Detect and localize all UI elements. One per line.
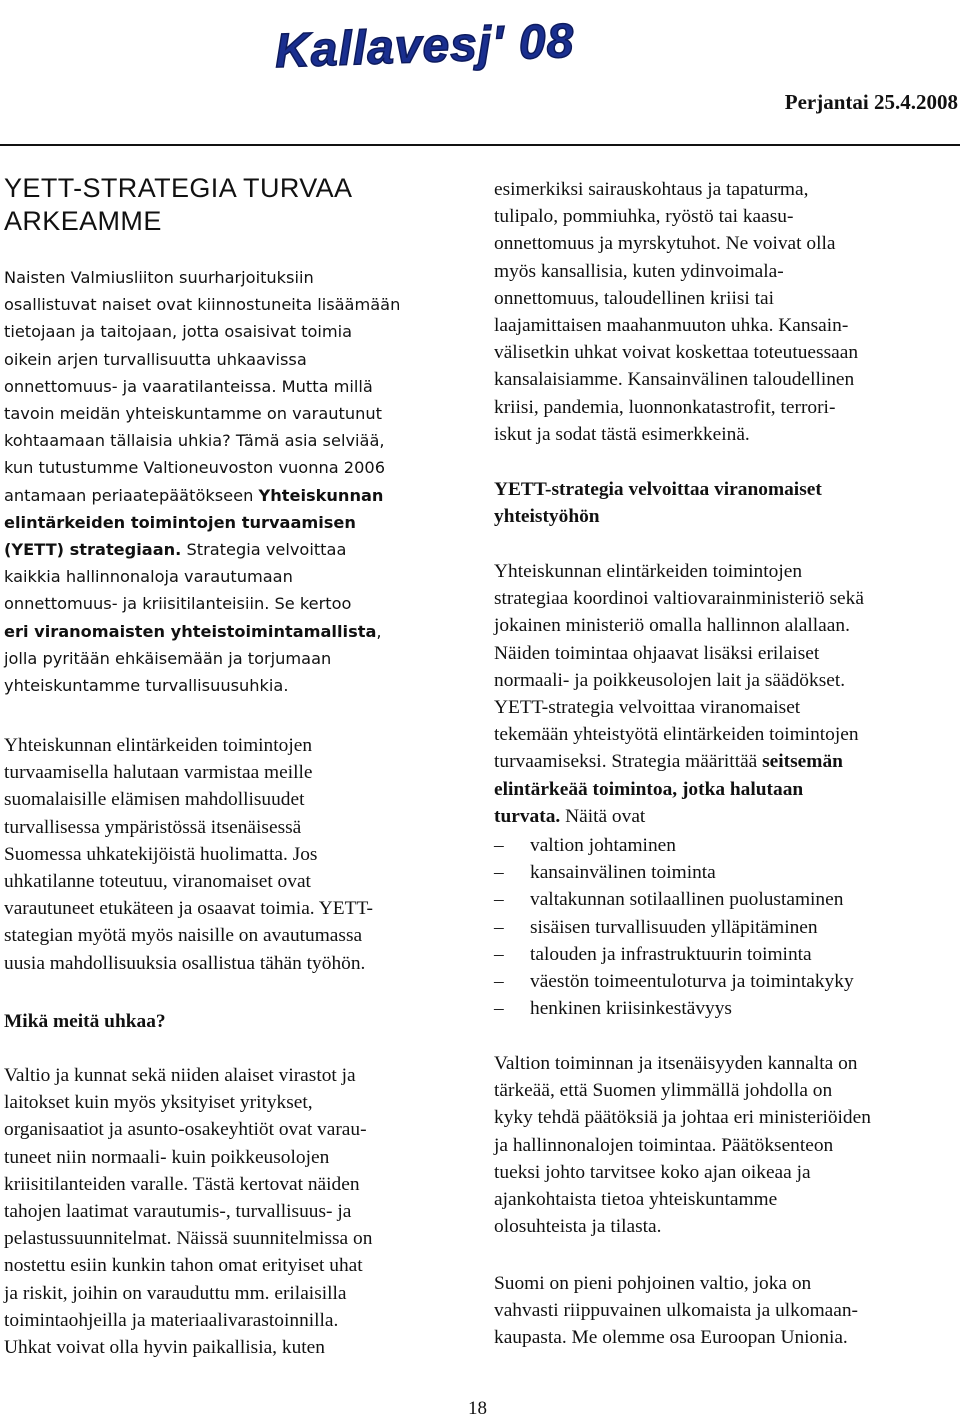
text-line: onnettomuus, taloudellinen kriisi tai (494, 287, 775, 309)
left-subheading: Mikä meitä uhkaa? (4, 1011, 166, 1032)
text-line: jolla pyritään ehkäisemään ja torjumaan (4, 648, 332, 668)
dash-bullet: – (494, 971, 504, 993)
list-item-text: talouden ja infrastruktuurin toiminta (530, 943, 812, 965)
left-paragraph-3 (4, 1062, 474, 1361)
text-line: ja riskit, joihin on varauduttu mm. erilaisilla (4, 1282, 347, 1304)
text-line: uusia mahdollisuuksia osallistua tähän työhön. (4, 952, 366, 974)
list-item (494, 941, 854, 968)
list-item (494, 968, 854, 995)
text-fragment: turvaamiseksi. Strategia määrittää (494, 751, 763, 773)
text-line: jokainen ministeriö omalla hallinnon alallaan. (494, 615, 850, 637)
title-line: ARKEAMME (4, 206, 162, 236)
text-line: tärkeää, että Suomen ylimmällä johdolla on (494, 1080, 833, 1102)
right-paragraph-1 (494, 176, 960, 448)
text-line: laajamittaisen maahanmuuton uhka. Kansain- (494, 315, 849, 337)
text-line: turvaamisella halutaan varmistaa meille (4, 762, 313, 784)
text-line (494, 803, 960, 830)
text-line: laitokset kuin myös yksityiset yritykset, (4, 1092, 313, 1114)
text-line: turvallisessa ympäristössä itsenäisessä (4, 816, 302, 838)
dash-bullet: – (494, 862, 504, 884)
header-rule (0, 144, 960, 146)
list-item-text: kansainvälinen toiminta (530, 862, 716, 884)
dash-bullet: – (494, 889, 504, 911)
text-line (4, 618, 474, 645)
left-paragraph-1 (4, 264, 474, 699)
logo-text: Kallavesj' 08 (274, 14, 576, 79)
list-item-text: valtion johtaminen (530, 835, 676, 856)
bold-fragment: eri viranomaisten yhteistoimintamallista (4, 621, 377, 641)
text-line: onnettomuus ja myrskytuhot. Ne voivat olla (494, 233, 836, 255)
right-paragraph-4 (494, 1270, 960, 1352)
list-item (494, 914, 854, 941)
text-line: uhkatilanne toteutuu, viranomaiset ovat (4, 871, 311, 893)
text-line: tueksi johto tarvitsee koko ajan oikeaa ja (494, 1161, 811, 1183)
text-line: oikein arjen turvallisuutta uhkaavissa (4, 349, 307, 369)
text-line: kaikkia hallinnonaloja varautumaan (4, 567, 293, 587)
text-line: olosuhteista ja tilasta. (494, 1216, 662, 1238)
text-line: esimerkiksi sairauskohtaus ja tapaturma, (494, 179, 809, 200)
text-line: Uhkat voivat olla hyvin paikallisia, kuten (4, 1337, 325, 1359)
bold-fragment: Yhteiskunnan (258, 485, 384, 505)
bold-fragment: seitsemän (762, 751, 843, 773)
text-line: Yhteiskunnan elintärkeiden toimintojen (4, 735, 313, 756)
text-line: kansalaisiamme. Kansainvälinen taloudellinen (494, 369, 855, 391)
list-item-text: väestön toimeentuloturva ja toimintakyky (530, 971, 854, 993)
text-line: kriisitilanteiden varalle. Tästä kertovat näiden (4, 1173, 360, 1195)
text-line: vahvasti riippuvainen ulkomaista ja ulkomaan- (494, 1300, 859, 1322)
right-subheading (494, 476, 960, 530)
text-line: organisaatiot ja asunto-osakeyhtiöt ovat varau- (4, 1119, 367, 1141)
text-line: onnettomuus- ja vaaratilanteissa. Mutta millä (4, 376, 373, 396)
page-number: 18 (468, 1398, 487, 1419)
text-line: Suomessa uhkatekijöistä huolimatta. Jos (4, 843, 318, 865)
text-fragment: Strategia velvoittaa (181, 540, 347, 560)
text-line: iskut ja sodat tästä esimerkkeinä. (494, 423, 750, 445)
text-line: onnettomuus- ja kriisitilanteisiin. Se kertoo (4, 594, 352, 614)
text-line: yhteiskuntamme turvallisuusuhkia. (4, 676, 289, 696)
dash-bullet: – (494, 835, 504, 856)
dash-bullet: – (494, 916, 504, 938)
text-line: kriisi, pandemia, luonnonkatastrofit, terrori- (494, 396, 836, 418)
text-line: elintärkeiden toimintojen turvaamisen (4, 512, 356, 532)
text-line: tahojen laatimat varautumis-, turvallisuus- ja (4, 1201, 352, 1223)
text-line: Näiden toimintaa ohjaavat lisäksi erilaiset (494, 642, 820, 664)
text-line: toimintaohjeilla ja materiaalivarastoinnilla. (4, 1309, 339, 1331)
list-item (494, 832, 854, 859)
text-line: stategian myötä myös naisille on avautumassa (4, 925, 363, 947)
text-line: Yhteiskunnan elintärkeiden toimintojen (494, 561, 803, 582)
bold-fragment: (YETT) strategiaan. (4, 540, 182, 560)
text-line: ja hallinnonalojen toimintaa. Päätöksenteon (494, 1134, 834, 1156)
text-line: osallistuvat naiset ovat kiinnostuneita lisäämään (4, 295, 401, 315)
text-line: kyky tehdä päätöksiä ja johtaa eri ministeriöiden (494, 1107, 871, 1129)
text-line: elintärkeää toimintoa, jotka halutaan (494, 778, 804, 800)
text-line: yhteistyöhön (494, 506, 600, 528)
text-fragment: kohtaamaan tällaisia uhkia? (4, 431, 231, 451)
text-line: Valtio ja kunnat sekä niiden alaiset virastot ja (4, 1065, 356, 1086)
list-item-text: sisäisen turvallisuuden ylläpitäminen (530, 916, 818, 938)
text-line: tietojaan ja taitojaan, jotta osaisivat toimia (4, 322, 353, 342)
text-line: tavoin meidän yhteiskuntamme on varautunut (4, 404, 382, 424)
text-line (4, 536, 474, 563)
list-item-text: henkinen kriisinkestävyys (530, 998, 732, 1020)
text-line: strategiaa koordinoi valtiovarainministeriö sekä (494, 588, 864, 610)
text-line: Naisten Valmiusliiton suurharjoituksiin (4, 268, 314, 287)
text-fragment: antamaan periaatepäätökseen (4, 485, 259, 505)
right-paragraph-2 (494, 558, 960, 830)
text-line (494, 748, 960, 775)
text-line: nostettu esiin kunkin tahon omat erityiset uhat (4, 1255, 363, 1277)
right-paragraph-3 (494, 1050, 960, 1240)
text-fragment: , (376, 621, 382, 641)
text-line: Valtion toiminnan ja itsenäisyyden kannalta on (494, 1053, 858, 1074)
list-item-text: valtakunnan sotilaallinen puolustaminen (530, 889, 844, 911)
title-line: YETT-STRATEGIA TURVAA (4, 173, 353, 203)
text-fragment: Näitä ovat (560, 805, 646, 827)
article-title (4, 172, 444, 238)
text-line: tuneet niin normaali- kuin poikkeusolojen (4, 1146, 330, 1168)
text-line: suomalaisille elämisen mahdollisuudet (4, 789, 305, 811)
text-line: varautuneet etukäteen ja osaavat toimia. YETT- (4, 898, 373, 920)
text-line: tekemään yhteistyötä elintärkeiden toimintojen (494, 724, 859, 746)
left-paragraph-2 (4, 732, 474, 977)
masthead-logo (0, 0, 960, 92)
text-line: YETT-strategia velvoittaa viranomaiset (494, 697, 801, 719)
text-line: myös kansallisia, kuten ydinvoimala- (494, 260, 784, 282)
text-line: kun tutustumme Valtioneuvoston vuonna 2006 (4, 458, 385, 478)
text-line: ajankohtaista tietoa yhteiskuntamme (494, 1189, 778, 1211)
text-line (4, 427, 474, 454)
issue-date: Perjantai 25.4.2008 (784, 90, 958, 114)
bold-fragment: turvata. (494, 805, 561, 827)
text-line: normaali- ja poikkeusolojen lait ja säädökset. (494, 669, 846, 691)
list-item (494, 886, 854, 913)
text-line: kaupasta. Me olemme osa Euroopan Unionia. (494, 1327, 848, 1349)
text-fragment: Tämä asia selviää, (230, 431, 385, 451)
text-line: pelastussuunnitelmat. Näissä suunnitelmissa on (4, 1228, 373, 1250)
text-line: tulipalo, pommiuhka, ryöstö tai kaasu- (494, 206, 794, 228)
list-item (494, 995, 854, 1022)
dash-bullet: – (494, 998, 504, 1020)
text-line: YETT-strategia velvoittaa viranomaiset (494, 479, 822, 500)
text-line (4, 482, 474, 509)
text-line: Suomi on pieni pohjoinen valtio, joka on (494, 1273, 812, 1294)
list-item (494, 859, 854, 886)
text-line: välisetkin uhkat voivat koskettaa toteutuessaan (494, 342, 859, 364)
vital-functions-list (494, 832, 854, 1022)
dash-bullet: – (494, 943, 504, 965)
